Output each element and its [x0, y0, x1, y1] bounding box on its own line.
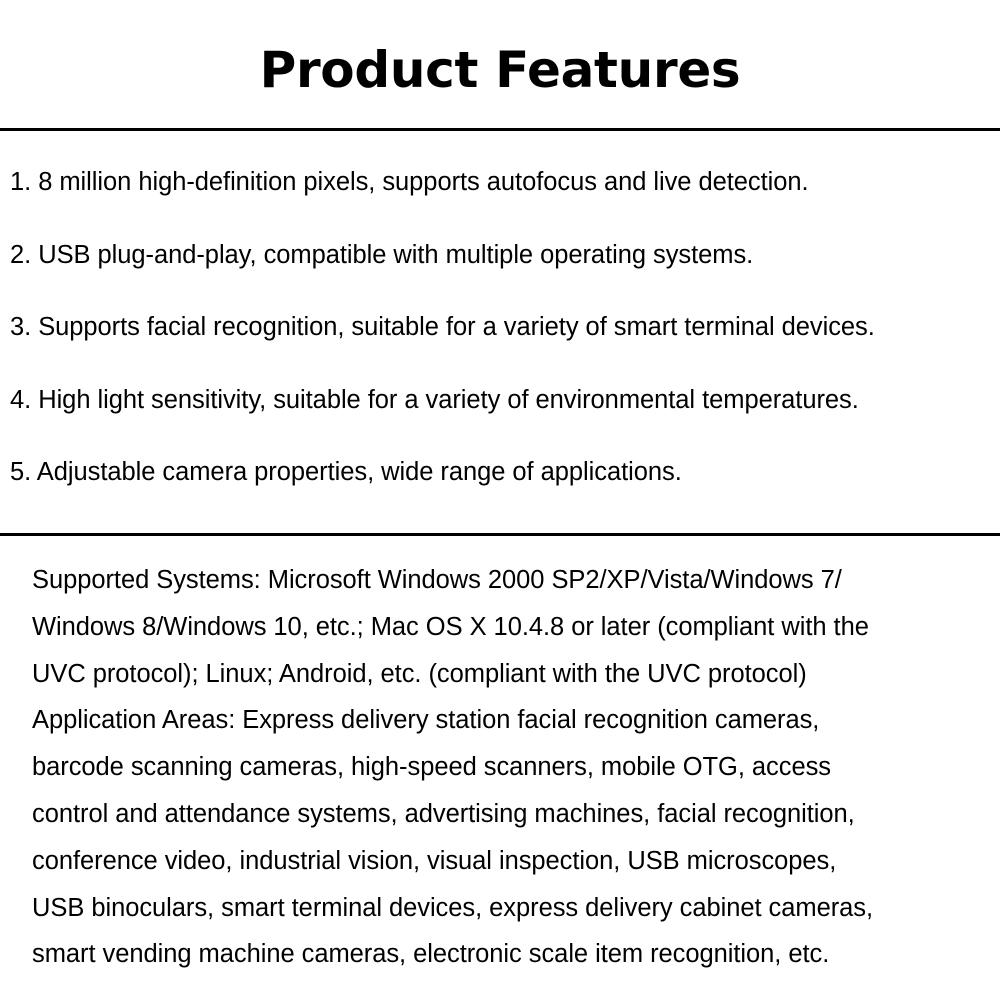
feature-item: 4. High light sensitivity, suitable for a variety of environmental temperatures.	[10, 385, 859, 414]
feature-list	[10, 160, 1000, 523]
spec-line: conference video, industrial vision, visual inspection, USB microscopes,	[32, 846, 837, 875]
page-title: Product Features	[259, 41, 741, 99]
spec-line: UVC protocol); Linux; Android, etc. (compliant with the UVC protocol)	[32, 659, 807, 688]
spec-line: Application Areas: Express delivery station facial recognition cameras,	[32, 706, 820, 735]
spec-line: smart vending machine cameras, electronic scale item recognition, etc.	[32, 940, 830, 969]
feature-item: 5. Adjustable camera properties, wide range of applications.	[10, 458, 682, 486]
feature-item: 1. 8 million high-definition pixels, supports autofocus and live detection.	[10, 168, 809, 196]
top-divider	[0, 128, 1000, 131]
feature-item: 2. USB plug-and-play, compatible with multiple operating systems.	[10, 240, 754, 269]
spec-line: Windows 8/Windows 10, etc.; Mac OS X 10.4.8 or later (compliant with the	[32, 612, 869, 641]
specifications-paragraph	[32, 557, 992, 978]
feature-item: 3. Supports facial recognition, suitable for a variety of smart terminal devices.	[10, 313, 875, 341]
spec-line: Supported Systems: Microsoft Windows 2000 SP2/XP/Vista/Windows 7/	[32, 566, 842, 594]
spec-line: USB binoculars, smart terminal devices, express delivery cabinet cameras,	[32, 893, 874, 922]
spec-line: control and attendance systems, advertising machines, facial recognition,	[32, 799, 855, 828]
spec-line: barcode scanning cameras, high-speed scanners, mobile OTG, access	[32, 753, 831, 782]
bottom-divider	[0, 533, 1000, 536]
